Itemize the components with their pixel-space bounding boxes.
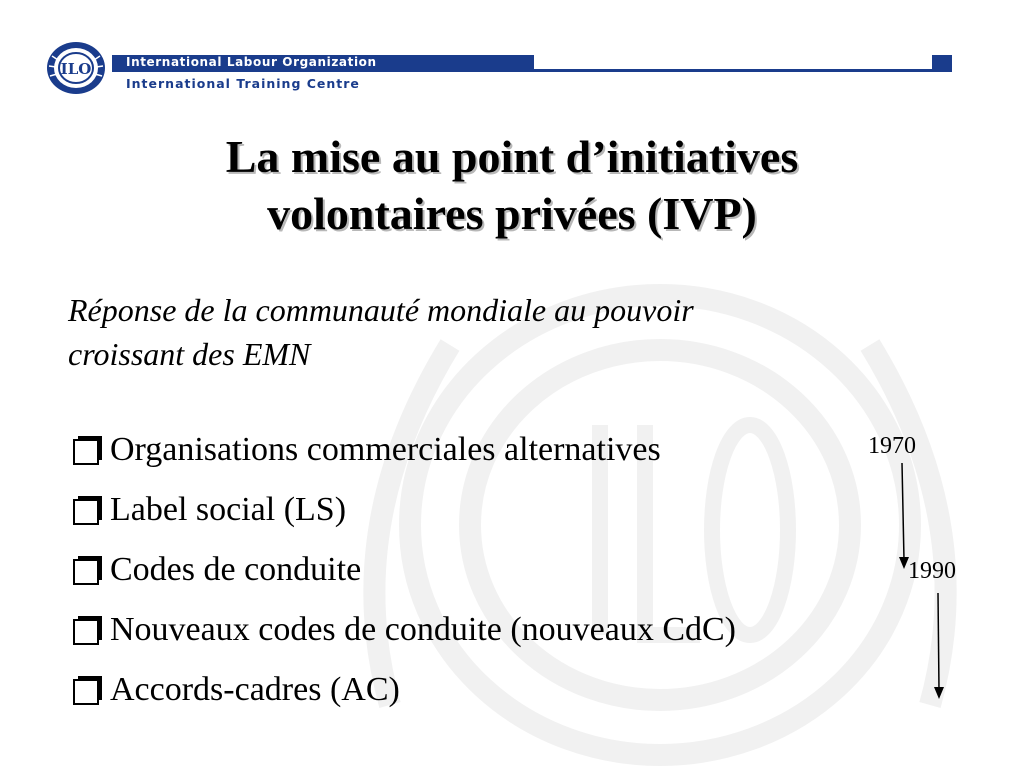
bullet-label: Accords-cadres (AC) [110, 671, 400, 708]
centre-name: International Training Centre [126, 76, 360, 91]
slide-subtitle-line2: croissant des EMN [68, 336, 311, 372]
slide-title-line1: La mise au point d’initiatives [225, 131, 799, 182]
ilo-logo-text: ILO [60, 60, 92, 78]
timeline-arrow-1970-1990 [899, 463, 909, 569]
organization-name: International Labour Organization [126, 55, 377, 69]
timeline-arrow-1990-onward [934, 593, 944, 699]
bullet-label: Codes de conduite [110, 551, 362, 588]
bullet-label: Organisations commerciales alternatives [110, 431, 661, 468]
bullet-label: Nouveaux codes de conduite (nouveaux CdC) [110, 611, 736, 648]
timeline-start-year: 1970 [868, 433, 916, 459]
slide-title-line2: volontaires privées (IVP) [267, 188, 757, 239]
timeline-end-year: 1990 [908, 558, 956, 584]
bullet-label: Label social (LS) [110, 491, 347, 528]
slide-subtitle-line1: Réponse de la communauté mondiale au pouvoir [68, 292, 694, 328]
